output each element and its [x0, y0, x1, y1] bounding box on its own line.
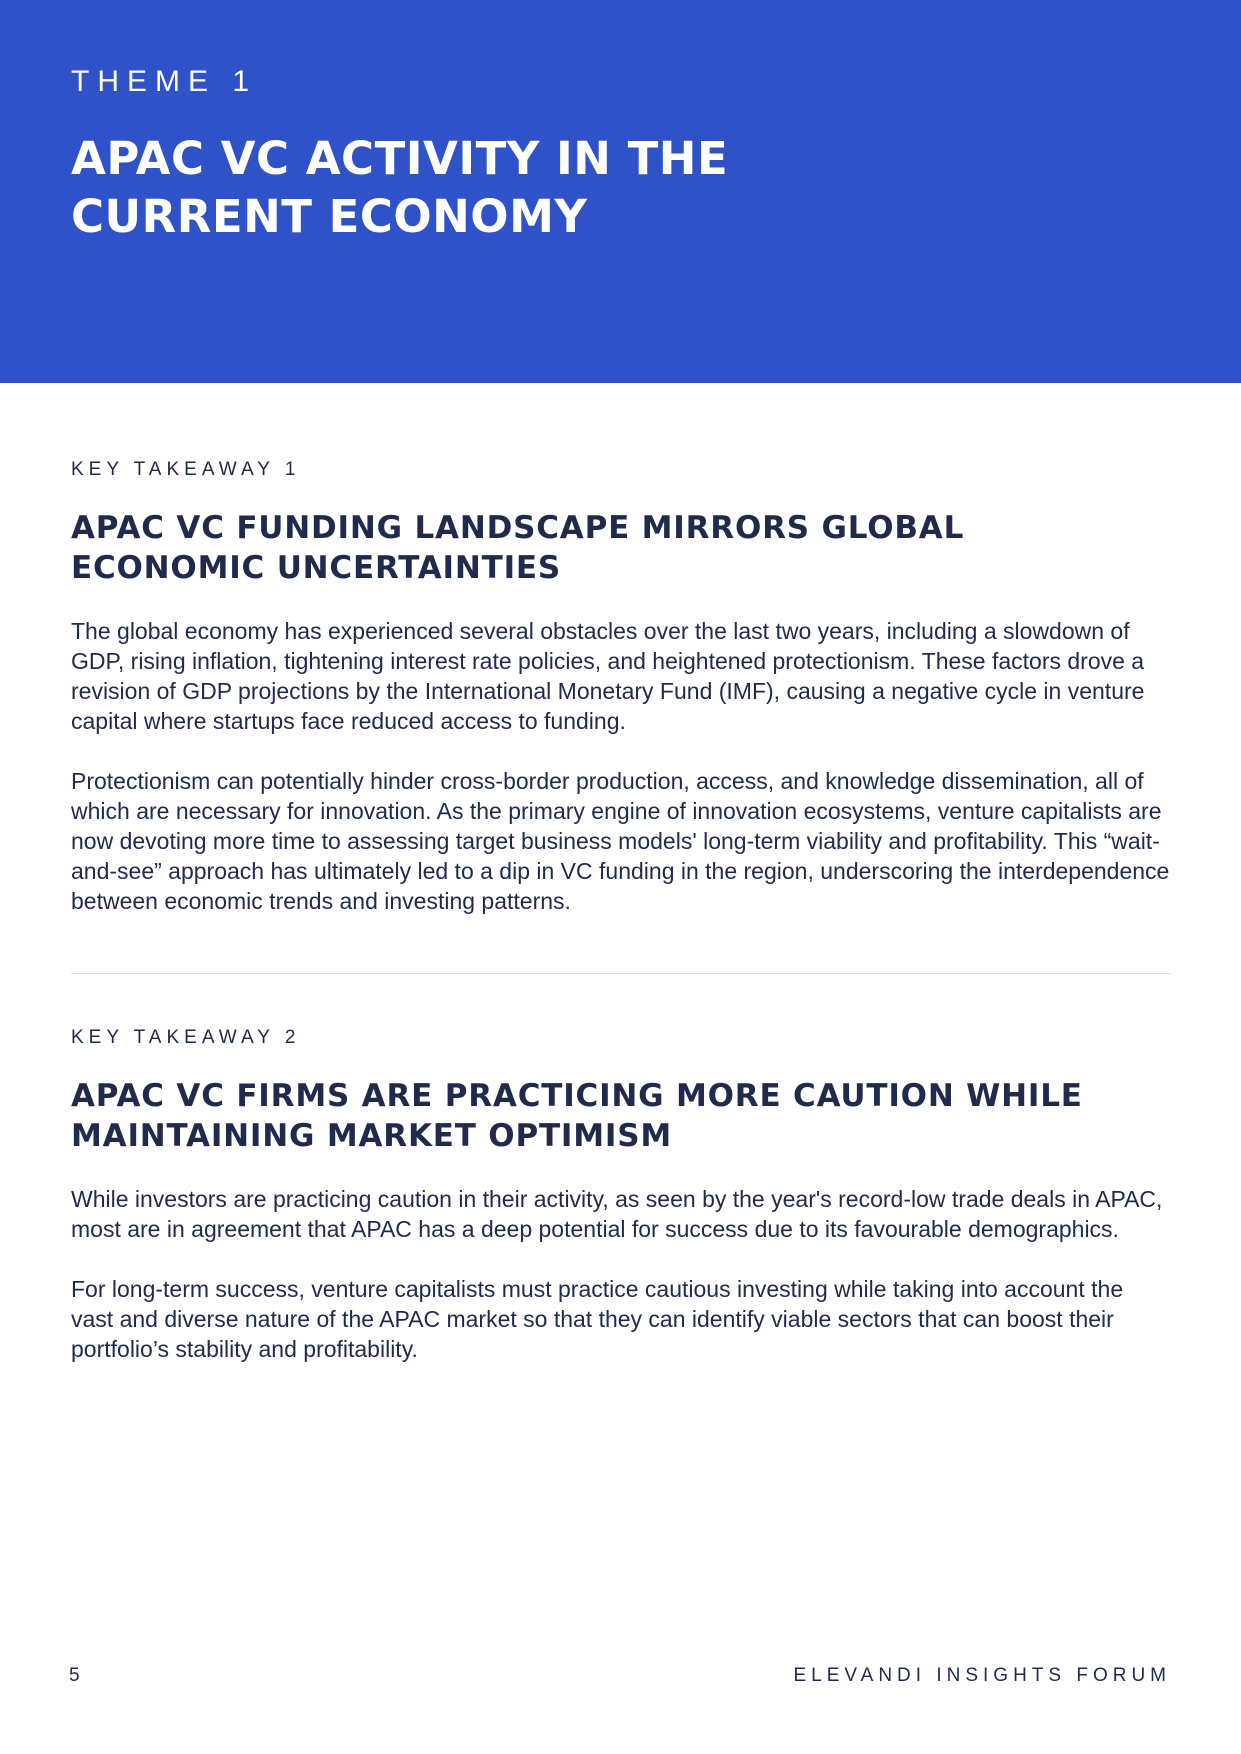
- key-takeaway-2-paragraph-1: While investors are practicing caution in their activity, as seen by the year's record-low trade deals in APAC, most are in agreement that APAC has a deep potential for success due to its favourable demographics.: [71, 1186, 1163, 1242]
- key-takeaway-1-paragraph-1: The global economy has experienced several obstacles over the last two years, including a slowdown of GDP, rising inflation, tightening interest rate policies, and heightened protectionism. These factors drove a revision of GDP projections by the International Monetary Fund (IMF), causing a negative cycle in venture capital where startups face reduced access to funding.: [71, 618, 1145, 734]
- section-divider: [71, 973, 1171, 974]
- key-takeaway-2-label: KEY TAKEAWAY 2: [71, 1027, 301, 1048]
- key-takeaway-2-heading-line-2: MAINTAINING MARKET OPTIMISM: [71, 1118, 673, 1154]
- key-takeaway-1-label: KEY TAKEAWAY 1: [71, 459, 301, 480]
- page-number: 5: [69, 1665, 80, 1686]
- key-takeaway-1-heading-line-1: APAC VC FUNDING LANDSCAPE MIRRORS GLOBAL: [71, 510, 965, 546]
- theme-title-line-1: APAC VC ACTIVITY IN THE: [71, 132, 729, 185]
- theme-label: THEME 1: [71, 65, 258, 98]
- key-takeaway-1-section: [71, 458, 1171, 916]
- theme-title-line-2: CURRENT ECONOMY: [71, 190, 588, 243]
- footer-brand: ELEVANDI INSIGHTS FORUM: [793, 1665, 1171, 1686]
- key-takeaway-2-paragraph-2: For long-term success, venture capitalists must practice cautious investing while taking into account the vast and diverse nature of the APAC market so that they can identify viable sectors that can boost their portfolio’s stability and profitability.: [71, 1276, 1124, 1362]
- key-takeaway-2-heading-line-1: APAC VC FIRMS ARE PRACTICING MORE CAUTION WHILE: [71, 1078, 1083, 1114]
- key-takeaway-1-paragraph-2: Protectionism can potentially hinder cross-border production, access, and knowledge dissemination, all of which are necessary for innovation. As the primary engine of innovation ecosystems, venture capitalists are now devoting more time to assessing target business models' long-term viability and profitability. This “wait-and-see” approach has ultimately led to a dip in VC funding in the region, underscoring the interdependence between economic trends and investing patterns.: [71, 768, 1170, 914]
- key-takeaway-1-heading-line-2: ECONOMIC UNCERTAINTIES: [71, 550, 562, 586]
- theme-title: [71, 130, 971, 246]
- key-takeaway-1-heading: [71, 508, 1171, 588]
- key-takeaway-2-heading: [71, 1076, 1171, 1156]
- key-takeaway-2-section: [71, 1026, 1171, 1364]
- theme-banner: [0, 0, 1241, 383]
